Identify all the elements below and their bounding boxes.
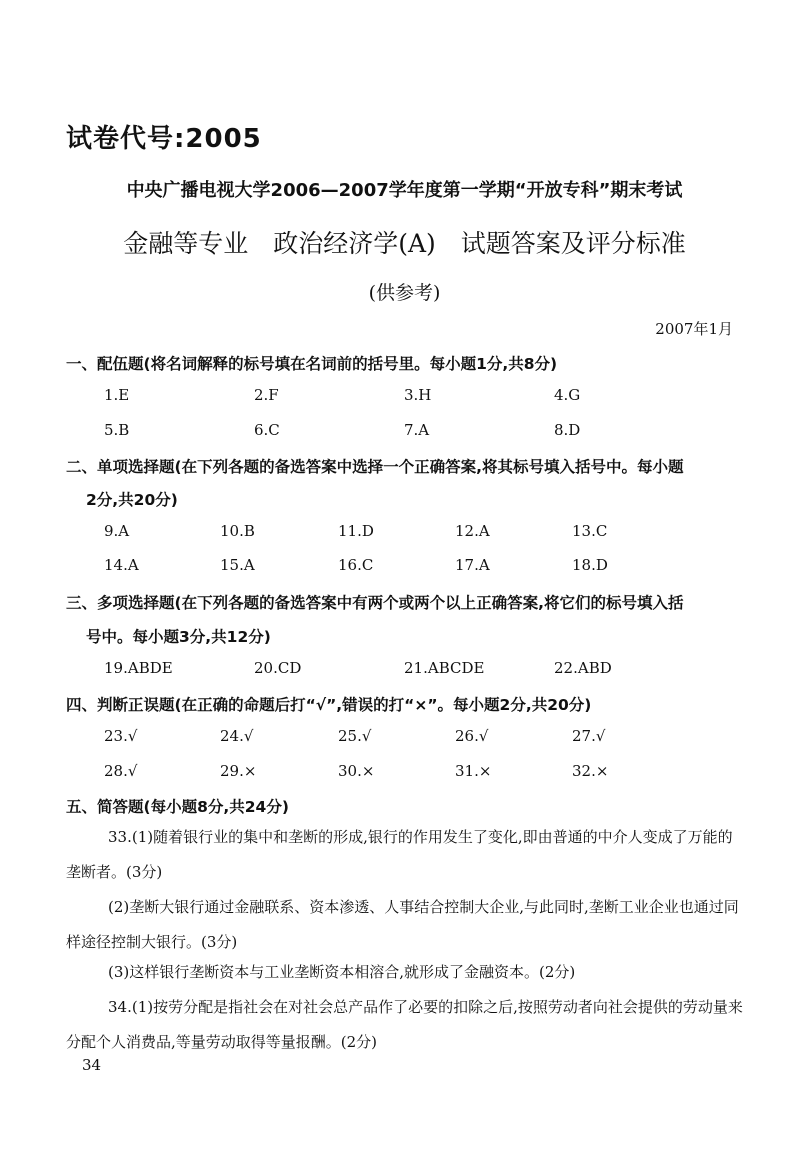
section2-heading-cont: 2分,共20分) bbox=[86, 491, 178, 509]
answer-item: 1.E bbox=[104, 386, 130, 404]
reference-note: (供参考) bbox=[368, 282, 441, 304]
answer-item: 3.H bbox=[404, 386, 432, 404]
answer-item: 16.C bbox=[338, 556, 374, 574]
section2-heading: 二、单项选择题(在下列各题的备选答案中选择一个正确答案,将其标号填入括号中。每小题 bbox=[66, 458, 684, 476]
answer-item: 30.× bbox=[338, 762, 375, 780]
section5-heading: 五、简答题(每小题8分,共24分) bbox=[66, 798, 289, 816]
answer-item: 5.B bbox=[104, 421, 130, 439]
section1-heading: 一、配伍题(将名词解释的标号填在名词前的括号里。每小题1分,共8分) bbox=[66, 355, 558, 373]
answer-item: 21.ABCDE bbox=[404, 659, 485, 677]
exam-date: 2007年1月 bbox=[655, 320, 733, 338]
paper-code: 试卷代号:2005 bbox=[66, 124, 262, 154]
answer-item: 29.× bbox=[220, 762, 257, 780]
answer-item: 9.A bbox=[104, 522, 130, 540]
answer-item: 20.CD bbox=[254, 659, 302, 677]
answer-item: 32.× bbox=[572, 762, 609, 780]
answer-item: 27.√ bbox=[572, 727, 606, 745]
section3-heading-cont: 号中。每小题3分,共12分) bbox=[86, 628, 271, 646]
answer-item: 18.D bbox=[572, 556, 608, 574]
page-number: 34 bbox=[82, 1056, 102, 1074]
answer-item: 6.C bbox=[254, 421, 280, 439]
exam-title: 中央广播电视大学2006—2007学年度第一学期“开放专科”期末考试 bbox=[126, 180, 683, 201]
section3-heading: 三、多项选择题(在下列各题的备选答案中有两个或两个以上正确答案,将它们的标号填入括 bbox=[66, 594, 684, 612]
answer-item: 26.√ bbox=[455, 727, 489, 745]
answer-item: 24.√ bbox=[220, 727, 254, 745]
answer-item: 11.D bbox=[338, 522, 374, 540]
q33-paragraph-1: 33.(1)随着银行业的集中和垄断的形成,银行的作用发生了变化,即由普通的中介人变成了万能的垄断者。(3分) bbox=[66, 828, 733, 881]
answer-item: 22.ABD bbox=[554, 659, 612, 677]
answer-item: 10.B bbox=[220, 522, 255, 540]
answer-item: 19.ABDE bbox=[104, 659, 173, 677]
answer-item: 25.√ bbox=[338, 727, 372, 745]
course-title: 金融等专业 政治经济学(A) 试题答案及评分标准 bbox=[123, 229, 686, 258]
answer-item: 12.A bbox=[455, 522, 490, 540]
answer-item: 31.× bbox=[455, 762, 492, 780]
answer-item: 15.A bbox=[220, 556, 255, 574]
answer-item: 8.D bbox=[554, 421, 581, 439]
section4-heading: 四、判断正误题(在正确的命题后打“√”,错误的打“×”。每小题2分,共20分) bbox=[66, 696, 592, 714]
answer-item: 17.A bbox=[455, 556, 490, 574]
q33-paragraph-3: (3)这样银行垄断资本与工业垄断资本相溶合,就形成了金融资本。(2分) bbox=[108, 963, 576, 981]
answer-item: 14.A bbox=[104, 556, 139, 574]
q33-paragraph-2: (2)垄断大银行通过金融联系、资本渗透、人事结合控制大企业,与此同时,垄断工业企业也通过同样途径控制大银行。(3分) bbox=[66, 898, 739, 951]
answer-item: 7.A bbox=[404, 421, 430, 439]
answer-item: 4.G bbox=[554, 386, 581, 404]
answer-item: 13.C bbox=[572, 522, 608, 540]
answer-item: 23.√ bbox=[104, 727, 138, 745]
answer-item: 2.F bbox=[254, 386, 279, 404]
q34-paragraph-1: 34.(1)按劳分配是指社会在对社会总产品作了必要的扣除之后,按照劳动者向社会提供的劳动量来分配个人消费品,等量劳动取得等量报酬。(2分) bbox=[66, 998, 743, 1051]
answer-item: 28.√ bbox=[104, 762, 138, 780]
